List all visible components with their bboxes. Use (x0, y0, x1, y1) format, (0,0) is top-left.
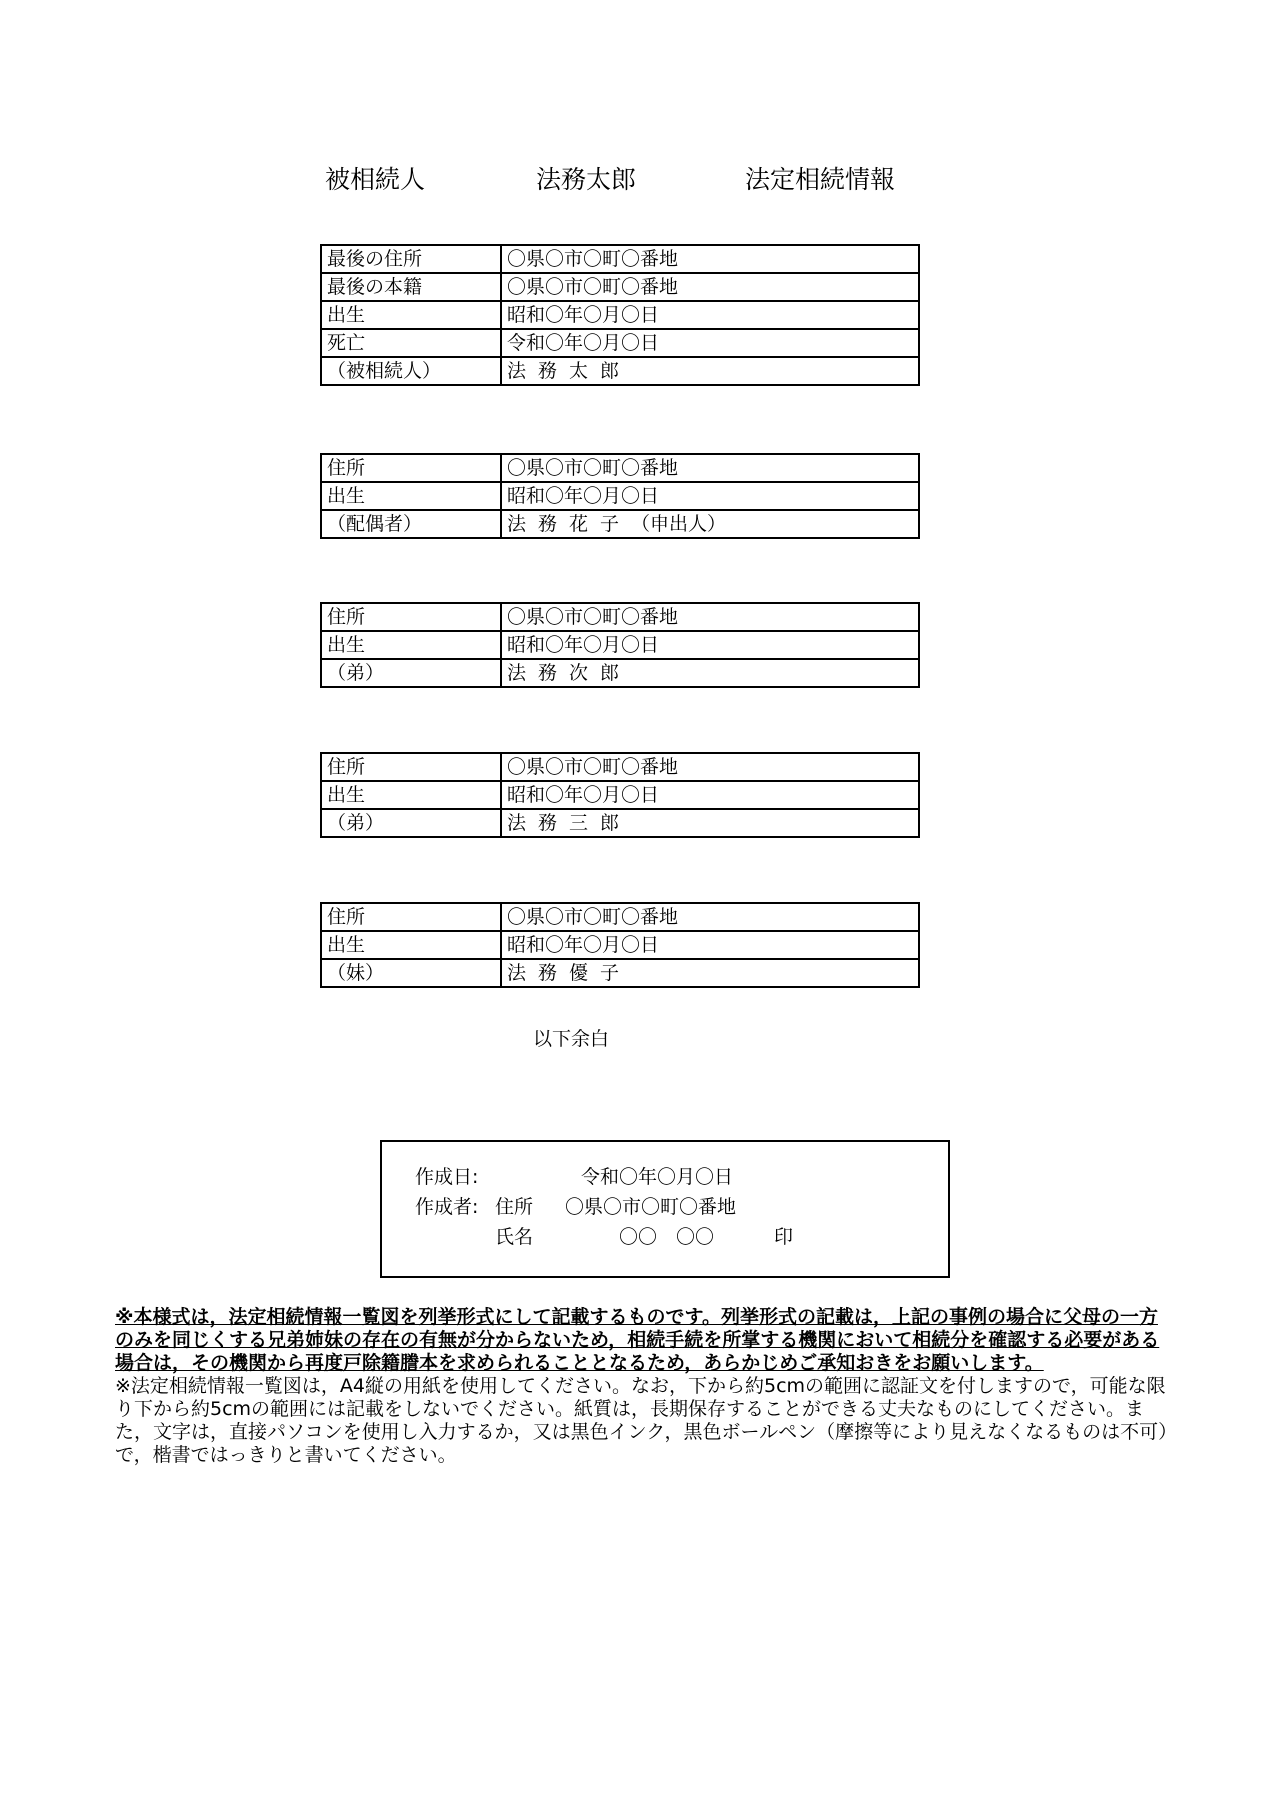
table-row (321, 959, 919, 987)
row-label: （弟） (321, 659, 501, 687)
table-row (321, 454, 919, 482)
decedent-table (320, 244, 920, 386)
row-label: 出生 (321, 631, 501, 659)
table-row (321, 510, 919, 538)
created-date-label: 作成日: (415, 1166, 479, 1188)
row-value: 法務太郎 (501, 357, 919, 385)
row-value: 〇県〇市〇町〇番地 (501, 603, 919, 631)
row-value: 昭和〇年〇月〇日 (501, 781, 919, 809)
row-label: 出生 (321, 931, 501, 959)
row-value: 〇県〇市〇町〇番地 (501, 903, 919, 931)
creator-name-value: 〇〇 〇〇 (619, 1226, 715, 1248)
title-heading: 被相続人 (325, 165, 426, 194)
row-value: 昭和〇年〇月〇日 (501, 301, 919, 329)
created-date-value: 令和〇年〇月〇日 (581, 1166, 734, 1188)
table-row (321, 482, 919, 510)
notes-section (115, 1306, 1175, 1467)
row-label: 出生 (321, 781, 501, 809)
creator-address-label: 住所 (495, 1196, 534, 1218)
heir-table-sister (320, 902, 920, 988)
row-value: 昭和〇年〇月〇日 (501, 482, 919, 510)
row-value: 法務次郎 (501, 659, 919, 687)
row-label: 住所 (321, 454, 501, 482)
creator-label: 作成者: (415, 1196, 479, 1218)
heir-name: 法務花子 (507, 513, 632, 535)
table-row (321, 903, 919, 931)
heir-table-brother-2 (320, 752, 920, 838)
table-row (321, 931, 919, 959)
heir-table-brother-1 (320, 602, 920, 688)
heir-table-spouse (320, 453, 920, 539)
creator-box (380, 1140, 950, 1278)
row-value: 〇県〇市〇町〇番地 (501, 753, 919, 781)
table-row (321, 659, 919, 687)
row-label: 出生 (321, 482, 501, 510)
table-row (321, 603, 919, 631)
table-row (321, 631, 919, 659)
seal-mark: 印 (774, 1226, 794, 1248)
row-label: 住所 (321, 603, 501, 631)
table-row (321, 245, 919, 273)
row-label: 死亡 (321, 329, 501, 357)
row-label: 出生 (321, 301, 501, 329)
row-value: 〇県〇市〇町〇番地 (501, 273, 919, 301)
row-label: 最後の住所 (321, 245, 501, 273)
row-value: 法務優子 (501, 959, 919, 987)
important-note: ※本様式は，法定相続情報一覧図を列挙形式にして記載するものです。列挙形式の記載は，上記の事例の場合に父母の一方のみを同じくする兄弟姉妹の存在の有無が分からないため，相続手続を所掌する機関において相続分を確認する必要がある場合は，その機関から再度戸除籍謄本を求められることとなるため，あらかじめご承知おきをお願いします。 (115, 1306, 1160, 1374)
row-label: 最後の本籍 (321, 273, 501, 301)
row-label: 住所 (321, 753, 501, 781)
row-value: 〇県〇市〇町〇番地 (501, 454, 919, 482)
row-value: 昭和〇年〇月〇日 (501, 631, 919, 659)
applicant-note: （申出人） (631, 513, 727, 535)
row-value: 法務三郎 (501, 809, 919, 837)
creator-name-label: 氏名 (495, 1226, 534, 1248)
document-title (0, 160, 1280, 196)
row-label: 住所 (321, 903, 501, 931)
table-row (321, 809, 919, 837)
table-row (321, 357, 919, 385)
table-row (321, 781, 919, 809)
instruction-note: ※法定相続情報一覧図は，A4縦の用紙を使用してください。なお，下から約5cmの範囲に認証文を付しますので，可能な限り下から約5cmの範囲には記載をしないでください。紙質は，長期保存することができる丈夫なものにしてください。また，文字は，直接パソコンを使用し入力するか，又は黒色インク，黒色ボールペン（摩擦等により見えなくなるものは不可）で，楷書ではっきりと書いてください。 (115, 1375, 1168, 1466)
row-value (501, 510, 919, 538)
creator-address-value: 〇県〇市〇町〇番地 (565, 1196, 737, 1218)
table-row (321, 273, 919, 301)
table-row (321, 753, 919, 781)
row-label: （妹） (321, 959, 501, 987)
table-row (321, 329, 919, 357)
end-mark: 以下余白 (533, 1028, 610, 1050)
row-label: （被相続人） (321, 357, 501, 385)
title-doc-type: 法定相続情報 (745, 165, 896, 194)
row-label: （弟） (321, 809, 501, 837)
title-decedent-name: 法務太郎 (536, 165, 637, 194)
row-value: 〇県〇市〇町〇番地 (501, 245, 919, 273)
row-value: 令和〇年〇月〇日 (501, 329, 919, 357)
table-row (321, 301, 919, 329)
row-label: （配偶者） (321, 510, 501, 538)
row-value: 昭和〇年〇月〇日 (501, 931, 919, 959)
